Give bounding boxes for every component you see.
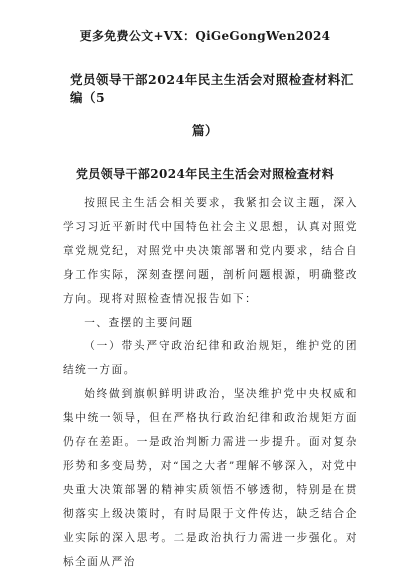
document-body: [63, 192, 358, 575]
heading-problems: 一、查摆的主要问题: [84, 316, 194, 329]
document-title-line2: 篇）: [191, 123, 218, 138]
paragraph-details: 始终做到旗帜鲜明讲政治，坚决维护党中央权威和集中统一领导，但在严格执行政治纪律和政治规矩方面仍存在差距。一是政治判断力需进一步提升。面对复杂形势和多变局势，对“国之大者”理解不够深入，对党中央重大决策部署的精神实质领悟不够透彻，特别是在贯彻落实上级决策时，有时局限于文件传达，缺乏结合企业实际的深入思考。二是政治执行力需进一步强化。对标全面从严治: [63, 388, 358, 568]
subheading-political-discipline: （一）带头严守政治纪律和政治规矩，维护党的团结统一方面。: [63, 340, 358, 377]
document-title-line1: 党员领导干部2024年民主生活会对照检查材料汇编（5: [70, 72, 354, 105]
paragraph-intro: 按照民主生活会相关要求，我紧扣会议主题，深入学习习近平新时代中国特色社会主义思想，认真对照党章党规党纪，对照党中央决策部署和党内要求，结合自身工作实际，深刻查摆问题，剖析问题根源，明确整改方向。现将对照检查情况报告如下：: [63, 197, 358, 305]
promo-header: 更多免费公文+VX：QiGeGongWen2024: [79, 29, 331, 43]
section-title: 党员领导干部2024年民主生活会对照检查材料: [75, 167, 335, 181]
